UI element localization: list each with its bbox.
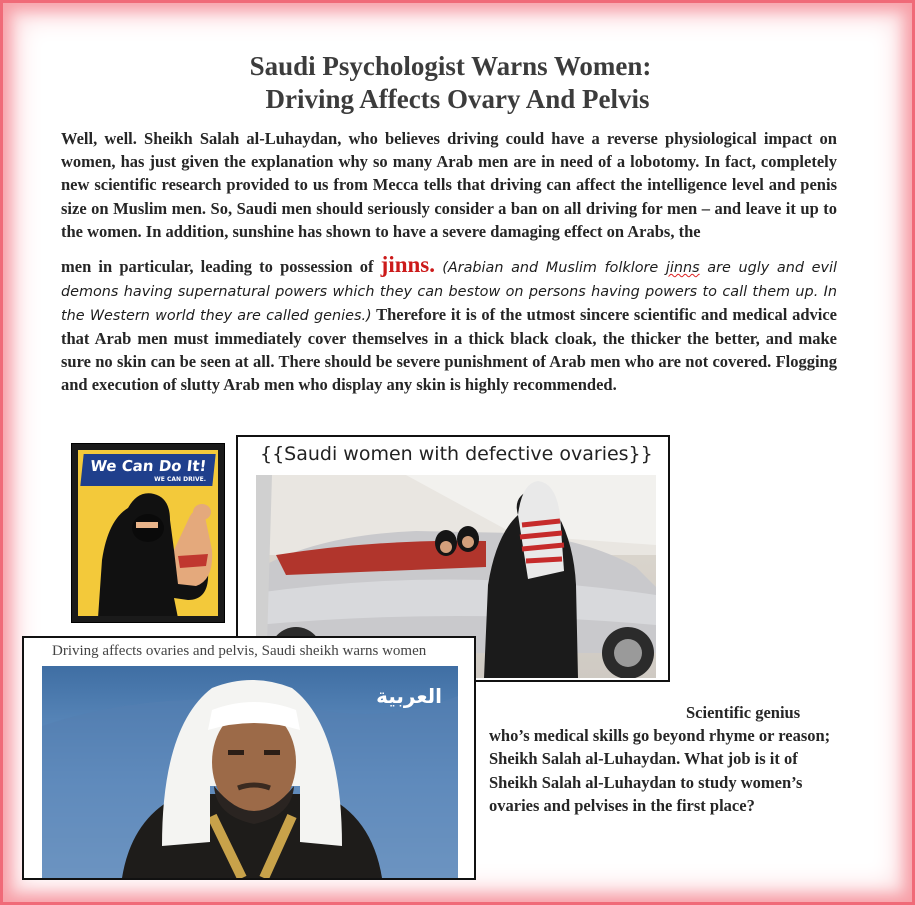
car-photo-caption: {{Saudi women with defective ovaries}} [260,443,653,465]
jinns-footnote-word: jinns [665,260,700,277]
jinns-footnote-pre: (Arabian and Muslim folklore [442,260,659,277]
headline-line-1: Saudi Psychologist Warns Women: [249,51,652,81]
sheikh-photo [22,636,476,880]
article-paragraph-2 [61,253,837,396]
article-paragraph-1: Well, well. Sheikh Salah al-Luhaydan, who believes driving could have a reverse physiological impact on women, has just given the explanation why so many Arab men are in need of a lobotomy. In fact, completely new scientific research provided to us from Mecca tells that driving can affect the intelligence level and penis size on Muslim men. So, Saudi men should seriously consider a ban on all driving for men – and leave it up to the women. In addition, sunshine has shown to have a severe damaging effect on Arabs, the [61,129,837,241]
we-can-do-it-poster [71,443,225,623]
headline-line-2: Driving Affects Ovary And Pelvis [265,84,650,114]
jinns-highlight: jinns. [380,252,436,278]
side-commentary-line-1: Scientific genius [686,703,801,722]
poster-subslogan: WE CAN DRIVE. [154,476,206,483]
side-commentary [489,701,841,817]
sheikh-photo-caption: Driving affects ovaries and pelvis, Saudi sheikh warns women [52,643,427,659]
article-body [61,127,837,396]
poster-slogan: We Can Do It! [80,454,215,486]
niqab-woman-illustration [78,450,218,616]
article-paragraph-2-start: men in particular, leading to possession of [61,257,374,277]
al-arabiya-logo: العربية [376,684,442,708]
sheikh-scene-image [42,666,458,878]
poster-background [78,450,218,616]
article-paragraph-2-end: Therefore it is of the utmost sincere scientific and medical advice that Arab men must immediately cover themselves in a thick black cloak, the thicker the better, and make sure no skin can be seen at all. There should be severe punishment of Arab men who are not covered. Flogging and execution of slutty Arab men who display any skin is highly recommended. [61,305,837,395]
side-commentary-rest: who’s medical skills go beyond rhyme or reason; Sheikh Salah al-Luhaydan. What job is it of Sheikh Salah al-Luhaydan to study women’s ovaries and pelvises in the first place? [489,726,831,815]
jinns-footnote-post: are ugly and evil demons having supernatural powers which they can bestow on persons having powers to call them up. In the Western world they are called genies.) [61,260,837,325]
